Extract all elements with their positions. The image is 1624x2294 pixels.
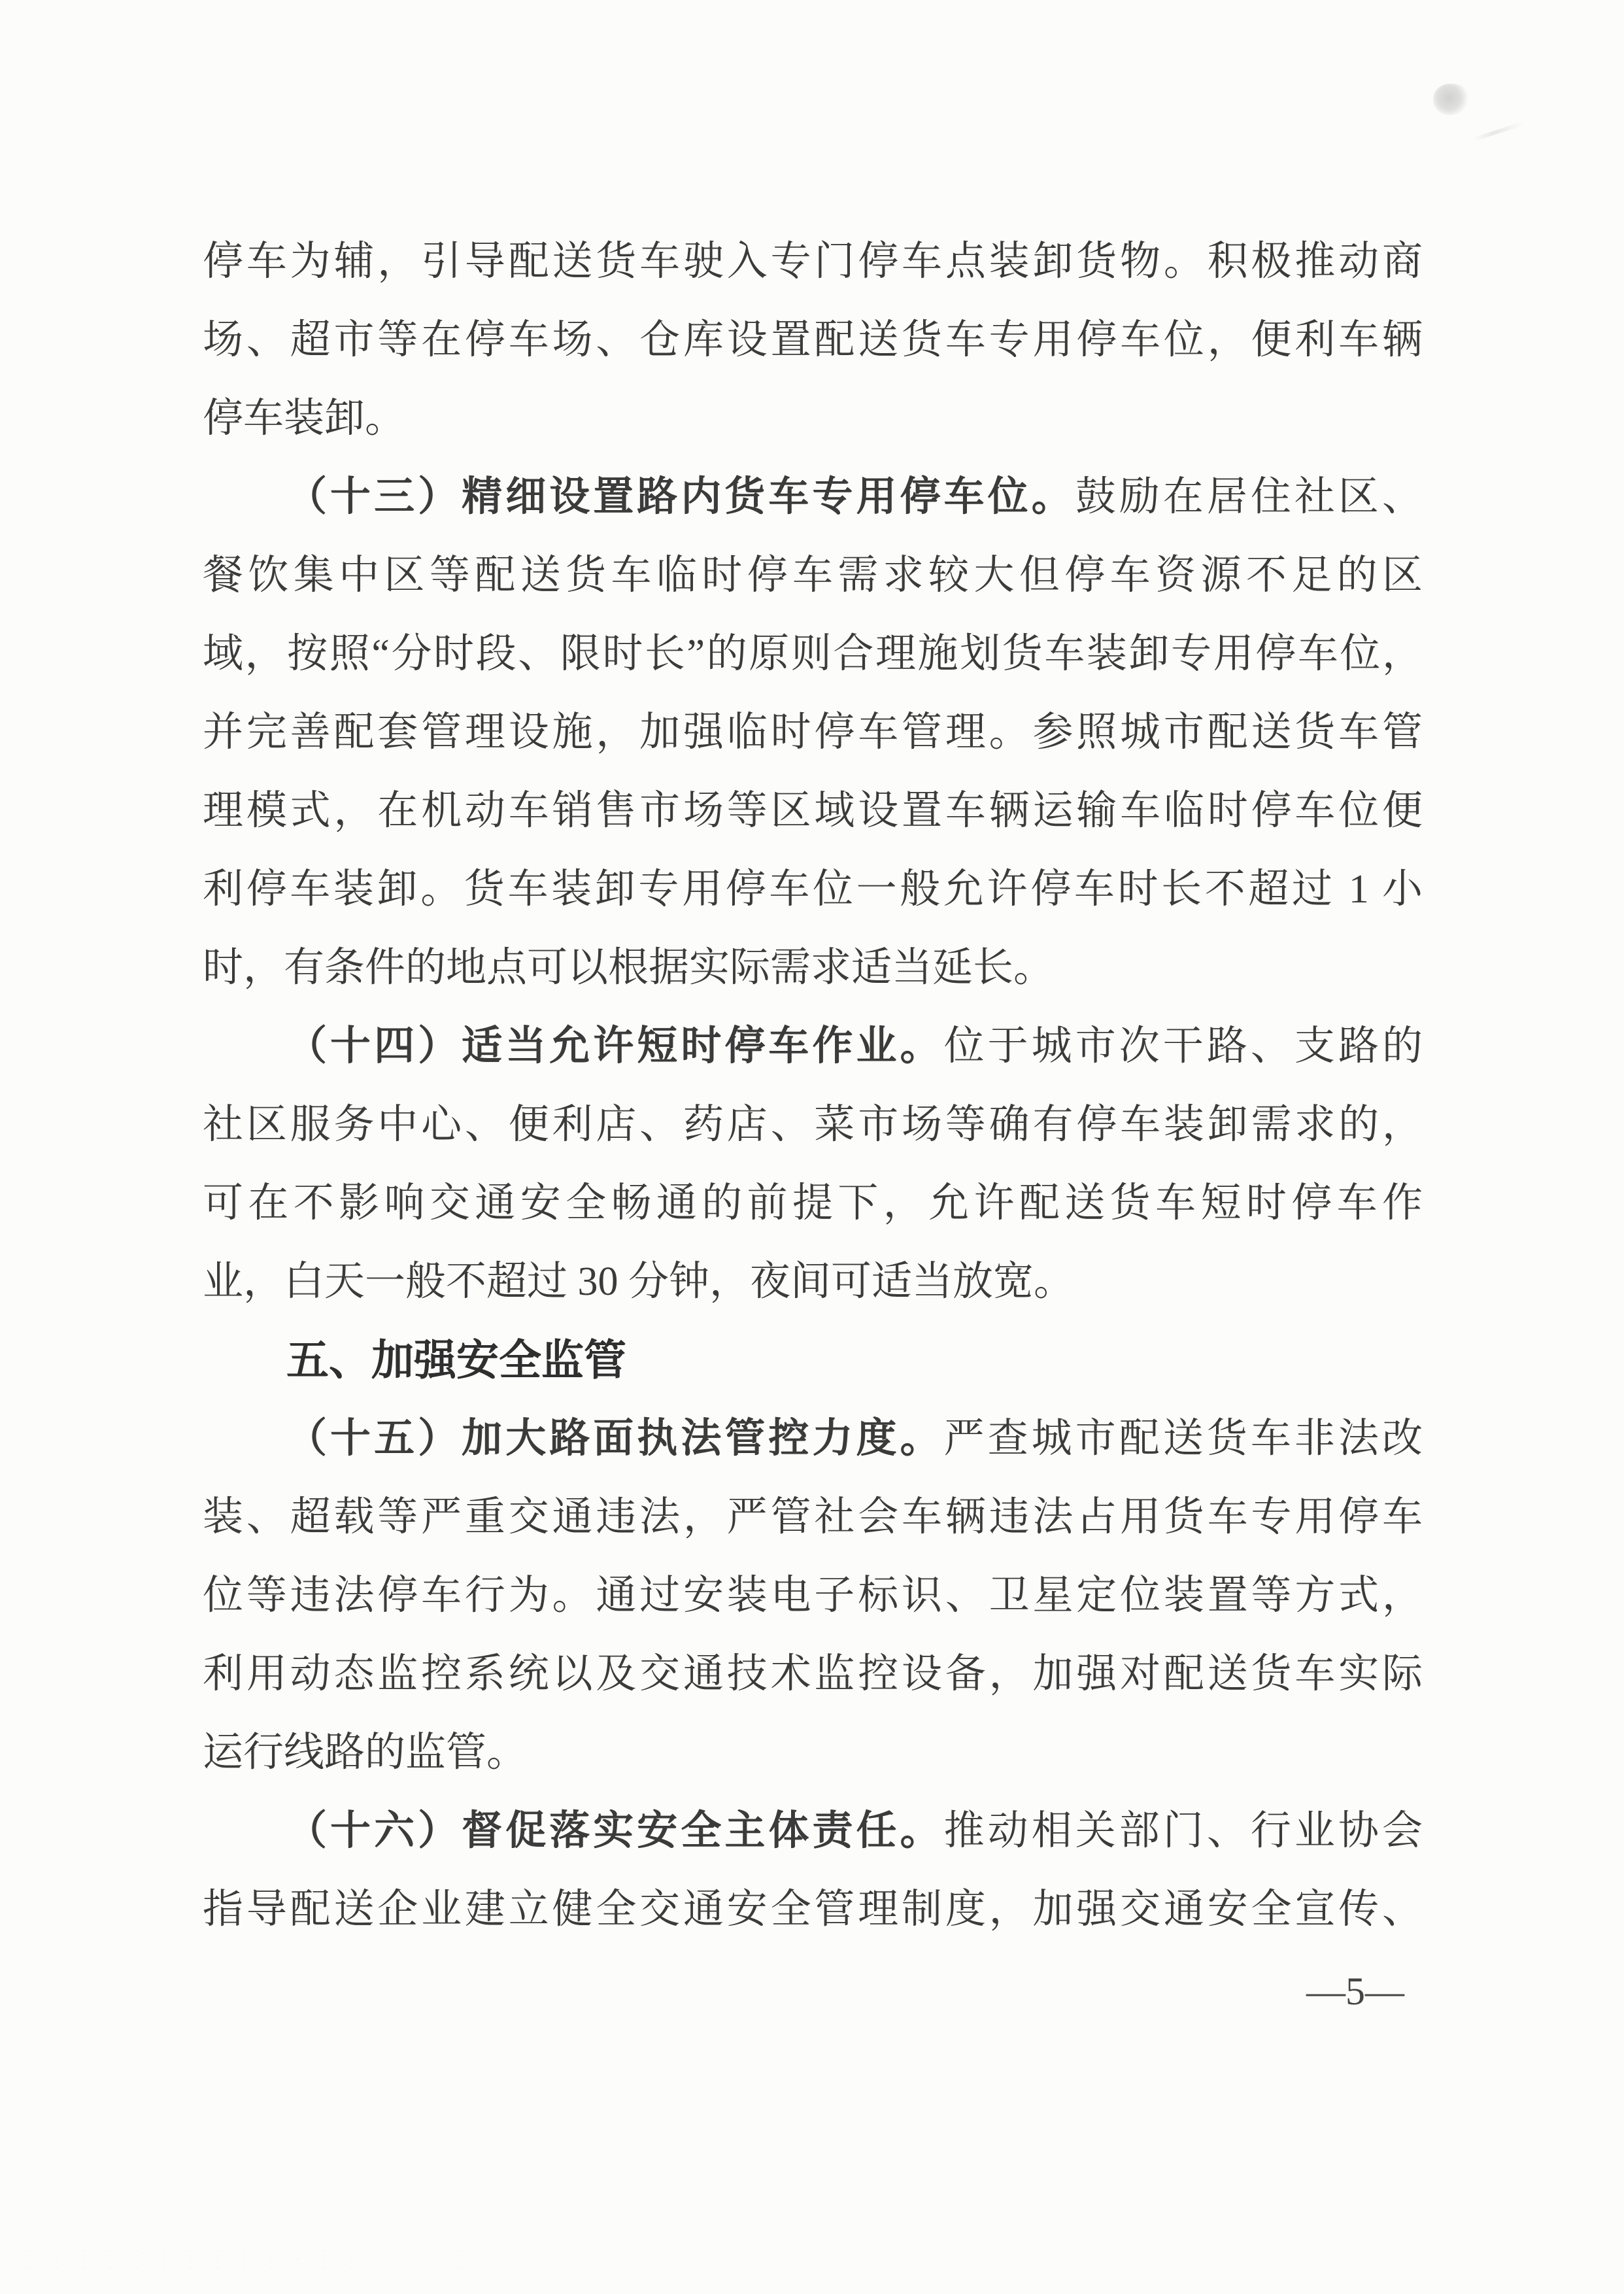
body-line: 域，按照“分时段、限时长”的原则合理施划货车装卸专用停车位， bbox=[203, 632, 1423, 676]
scan-smudge-icon bbox=[1433, 84, 1468, 115]
scan-noise bbox=[16, 2246, 474, 2274]
body-line: 场、超市等在停车场、仓库设置配送货车专用停车位，便利车辆 bbox=[203, 318, 1423, 362]
paragraph-line bbox=[203, 1399, 1423, 1478]
body-line: 社区服务中心、便利店、药店、菜市场等确有停车装卸需求的， bbox=[203, 1103, 1423, 1147]
paragraph-lead: （十五）加大路面执法管控力度。 bbox=[286, 1416, 944, 1461]
body-line: 可在不影响交通安全畅通的前提下，允许配送货车短时停车作 bbox=[203, 1181, 1423, 1225]
paragraph-text: 推动相关部门、行业协会 bbox=[943, 1809, 1423, 1853]
body-line: 时，有条件的地点可以根据实际需求适当延长。 bbox=[203, 946, 1055, 990]
body-line: 并完善配套管理设施，加强临时停车管理。参照城市配送货车管 bbox=[203, 710, 1423, 755]
body-line: 利停车装卸。货车装卸专用停车位一般允许停车时长不超过 1 小 bbox=[203, 867, 1423, 912]
body-line: 业，白天一般不超过 30 分钟，夜间可适当放宽。 bbox=[203, 1259, 1075, 1304]
paragraph-lead: （十四）适当允许短时停车作业。 bbox=[286, 1024, 944, 1069]
body-line: 理模式，在机动车销售市场等区域设置车辆运输车临时停车位便 bbox=[203, 789, 1423, 833]
paragraph-lead: （十三）精细设置路内货车专用停车位。 bbox=[286, 475, 1075, 519]
body-line: 停车装卸。 bbox=[203, 396, 406, 441]
body-line: 装、超载等严重交通违法，严管社会车辆违法占用货车专用停车 bbox=[203, 1495, 1423, 1539]
document-body bbox=[203, 222, 1423, 1949]
section-heading: 五、加强安全监管 bbox=[286, 1336, 627, 1384]
paragraph-text: 严查城市配送货车非法改 bbox=[943, 1416, 1423, 1461]
body-line: 位等违法停车行为。通过安装电子标识、卫星定位装置等方式， bbox=[203, 1573, 1423, 1618]
body-line: 利用动态监控系统以及交通技术监控设备，加强对配送货车实际 bbox=[203, 1652, 1423, 1696]
body-line: 停车为辅，引导配送货车驶入专门停车点装卸货物。积极推动商 bbox=[203, 239, 1423, 284]
paragraph-text: 位于城市次干路、支路的 bbox=[943, 1024, 1423, 1069]
page-number: —5— bbox=[1306, 1970, 1404, 2013]
paragraph-line bbox=[203, 1007, 1423, 1086]
body-line: 运行线路的监管。 bbox=[203, 1730, 528, 1775]
body-line: 餐饮集中区等配送货车临时停车需求较大但停车资源不足的区 bbox=[203, 553, 1423, 598]
scan-mark-icon bbox=[1473, 122, 1524, 141]
body-line: 指导配送企业建立健全交通安全管理制度，加强交通安全宣传、 bbox=[203, 1887, 1423, 1932]
paragraph-text: 鼓励在居住社区、 bbox=[1075, 475, 1423, 519]
paragraph-line bbox=[203, 1792, 1423, 1870]
paragraph-line bbox=[203, 458, 1423, 536]
paragraph-lead: （十六）督促落实安全主体责任。 bbox=[286, 1809, 944, 1853]
